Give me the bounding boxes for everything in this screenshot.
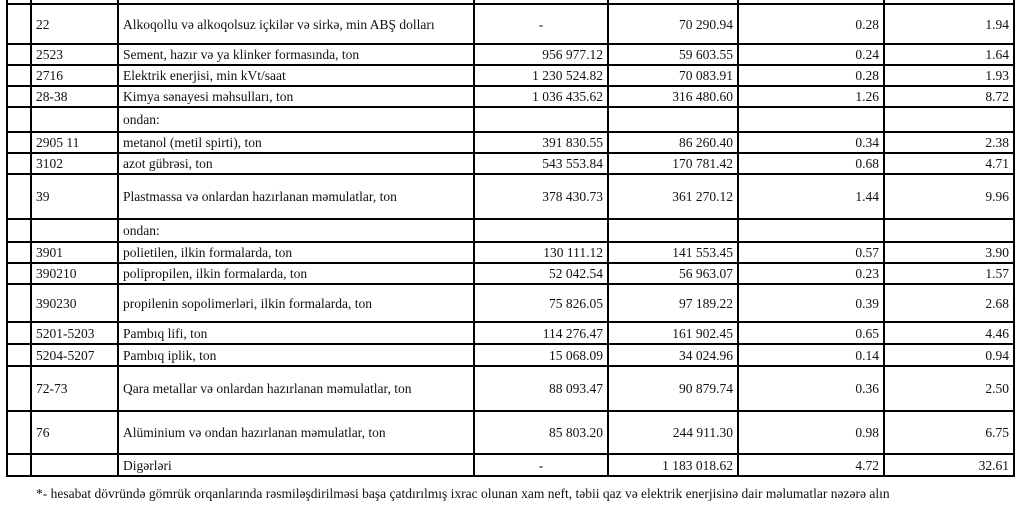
table-row (7, 411, 1014, 454)
cell-value-3: 0.39 (738, 284, 884, 322)
cell-value-2: 56 963.07 (608, 263, 738, 284)
table-row (7, 219, 1014, 242)
cell-value-3: 0.14 (738, 344, 884, 366)
cell-name: Alüminium və ondan hazırlanan məmulatlar, ton (118, 411, 474, 454)
cell-value-1: 75 826.05 (474, 284, 608, 322)
cell-code: 2905 11 (31, 132, 118, 153)
cell-value-2: 70 083.91 (608, 65, 738, 86)
cell-code: 2716 (31, 65, 118, 86)
cell-name: Elektrik enerjisi, min kVt/saat (118, 65, 474, 86)
table-row (7, 344, 1014, 366)
cell-value-1: - (474, 454, 608, 476)
footnote: *- hesabat dövründə gömrük orqanlarında rəsmiləşdirilməsi başa çatdırılmış ixrac olunan xam neft, təbii qaz və elektrik enerjisinə dair məlumatlar nəzərə alın (36, 486, 890, 501)
cell-name: ondan: (118, 107, 474, 132)
table-row (7, 132, 1014, 153)
cell-value-1: 391 830.55 (474, 132, 608, 153)
cell-left-margin (7, 153, 31, 174)
cell-value-2: 1 183 018.62 (608, 454, 738, 476)
cell-value-4 (884, 219, 1014, 242)
cell-left-margin (7, 322, 31, 344)
table-row (7, 86, 1014, 107)
cell-left-margin (7, 454, 31, 476)
cell-value-2: 141 553.45 (608, 242, 738, 263)
cell-value-2: 97 189.22 (608, 284, 738, 322)
table-row (7, 454, 1014, 476)
cell-left-margin (7, 132, 31, 153)
cell-value-3: 0.36 (738, 366, 884, 411)
cell-value-4: 2.38 (884, 132, 1014, 153)
cell-value-1: 85 803.20 (474, 411, 608, 454)
cell-value-1: 543 553.84 (474, 153, 608, 174)
cell-value-2: 70 290.94 (608, 4, 738, 44)
cell-value-3: 0.28 (738, 65, 884, 86)
cell-value-2: 90 879.74 (608, 366, 738, 411)
cell-value-4: 2.68 (884, 284, 1014, 322)
cell-value-3 (738, 107, 884, 132)
cell-value-3: 0.57 (738, 242, 884, 263)
cell-value-3: 1.44 (738, 174, 884, 219)
cell-value-1: 114 276.47 (474, 322, 608, 344)
cell-value-3 (738, 219, 884, 242)
cell-left-margin (7, 284, 31, 322)
cell-value-4: 1.64 (884, 44, 1014, 65)
table-row (7, 322, 1014, 344)
cell-value-3: 0.68 (738, 153, 884, 174)
cell-value-3: 0.34 (738, 132, 884, 153)
cell-value-4: 9.96 (884, 174, 1014, 219)
cell-code: 2523 (31, 44, 118, 65)
table-row (7, 107, 1014, 132)
cell-name: polietilen, ilkin formalarda, ton (118, 242, 474, 263)
cell-left-margin (7, 344, 31, 366)
cell-value-2: 59 603.55 (608, 44, 738, 65)
cell-value-2: 34 024.96 (608, 344, 738, 366)
cell-left-margin (7, 4, 31, 44)
cell-name: Alkoqollu və alkoqolsuz içkilər və sirkə, min ABŞ dolları (118, 4, 474, 44)
table-row (7, 153, 1014, 174)
cell-code: 5204-5207 (31, 344, 118, 366)
cell-left-margin (7, 263, 31, 284)
cell-left-margin (7, 86, 31, 107)
cell-value-4: 4.46 (884, 322, 1014, 344)
cell-code (31, 107, 118, 132)
cell-value-3: 0.65 (738, 322, 884, 344)
cell-value-1: 88 093.47 (474, 366, 608, 411)
cell-name: azot gübrəsi, ton (118, 153, 474, 174)
cell-left-margin (7, 65, 31, 86)
table-row (7, 242, 1014, 263)
cell-left-margin (7, 219, 31, 242)
cell-code: 3901 (31, 242, 118, 263)
cell-value-4: 1.57 (884, 263, 1014, 284)
cell-left-margin (7, 242, 31, 263)
cell-code: 5201-5203 (31, 322, 118, 344)
cell-name: Qara metallar və onlardan hazırlanan məmulatlar, ton (118, 366, 474, 411)
cell-code (31, 454, 118, 476)
cell-name: Kimya sənayesi məhsulları, ton (118, 86, 474, 107)
cell-value-2 (608, 107, 738, 132)
cell-left-margin (7, 174, 31, 219)
cell-value-2: 361 270.12 (608, 174, 738, 219)
export-commodities-table (6, 0, 1015, 477)
cell-code: 390210 (31, 263, 118, 284)
cell-value-2: 86 260.40 (608, 132, 738, 153)
cell-value-2: 170 781.42 (608, 153, 738, 174)
cell-code: 72-73 (31, 366, 118, 411)
cell-value-1: 378 430.73 (474, 174, 608, 219)
cell-name: propilenin sopolimerləri, ilkin formalarda, ton (118, 284, 474, 322)
cell-value-1: 15 068.09 (474, 344, 608, 366)
cell-value-1: 130 111.12 (474, 242, 608, 263)
cell-code: 3102 (31, 153, 118, 174)
cell-value-4: 1.93 (884, 65, 1014, 86)
cell-left-margin (7, 107, 31, 132)
cell-left-margin (7, 44, 31, 65)
cell-value-4: 8.72 (884, 86, 1014, 107)
cell-value-3: 0.23 (738, 263, 884, 284)
table-row (7, 263, 1014, 284)
cell-value-2: 161 902.45 (608, 322, 738, 344)
cell-value-1: 1 036 435.62 (474, 86, 608, 107)
cell-value-3: 0.24 (738, 44, 884, 65)
cell-value-3: 0.98 (738, 411, 884, 454)
cell-value-3: 4.72 (738, 454, 884, 476)
cell-left-margin (7, 366, 31, 411)
table-row (7, 44, 1014, 65)
table-row (7, 65, 1014, 86)
cell-value-2: 244 911.30 (608, 411, 738, 454)
cell-code: 28-38 (31, 86, 118, 107)
table-row (7, 4, 1014, 44)
cell-value-4 (884, 107, 1014, 132)
cell-left-margin (7, 411, 31, 454)
table-row (7, 174, 1014, 219)
cell-name: Digərləri (118, 454, 474, 476)
cell-code: 390230 (31, 284, 118, 322)
cell-value-1 (474, 219, 608, 242)
cell-value-2 (608, 219, 738, 242)
cell-value-4: 4.71 (884, 153, 1014, 174)
cell-value-1: 52 042.54 (474, 263, 608, 284)
cell-value-4: 3.90 (884, 242, 1014, 263)
cell-value-4: 6.75 (884, 411, 1014, 454)
cell-name: ondan: (118, 219, 474, 242)
cell-code: 22 (31, 4, 118, 44)
cell-code: 39 (31, 174, 118, 219)
cell-name: Pambıq lifi, ton (118, 322, 474, 344)
cell-value-4: 1.94 (884, 4, 1014, 44)
cell-name: polipropilen, ilkin formalarda, ton (118, 263, 474, 284)
cell-name: Sement, hazır və ya klinker formasında, ton (118, 44, 474, 65)
cell-value-1: 956 977.12 (474, 44, 608, 65)
cell-value-1 (474, 107, 608, 132)
cell-value-4: 0.94 (884, 344, 1014, 366)
cell-value-3: 0.28 (738, 4, 884, 44)
cell-name: Plastmassa və onlardan hazırlanan məmulatlar, ton (118, 174, 474, 219)
cell-name: metanol (metil spirti), ton (118, 132, 474, 153)
table-row (7, 284, 1014, 322)
cell-value-3: 1.26 (738, 86, 884, 107)
cell-value-1: 1 230 524.82 (474, 65, 608, 86)
cell-code (31, 219, 118, 242)
cell-value-2: 316 480.60 (608, 86, 738, 107)
cell-name: Pambıq iplik, ton (118, 344, 474, 366)
cell-value-4: 32.61 (884, 454, 1014, 476)
cell-value-1: - (474, 4, 608, 44)
cell-code: 76 (31, 411, 118, 454)
cell-value-4: 2.50 (884, 366, 1014, 411)
table-row (7, 366, 1014, 411)
